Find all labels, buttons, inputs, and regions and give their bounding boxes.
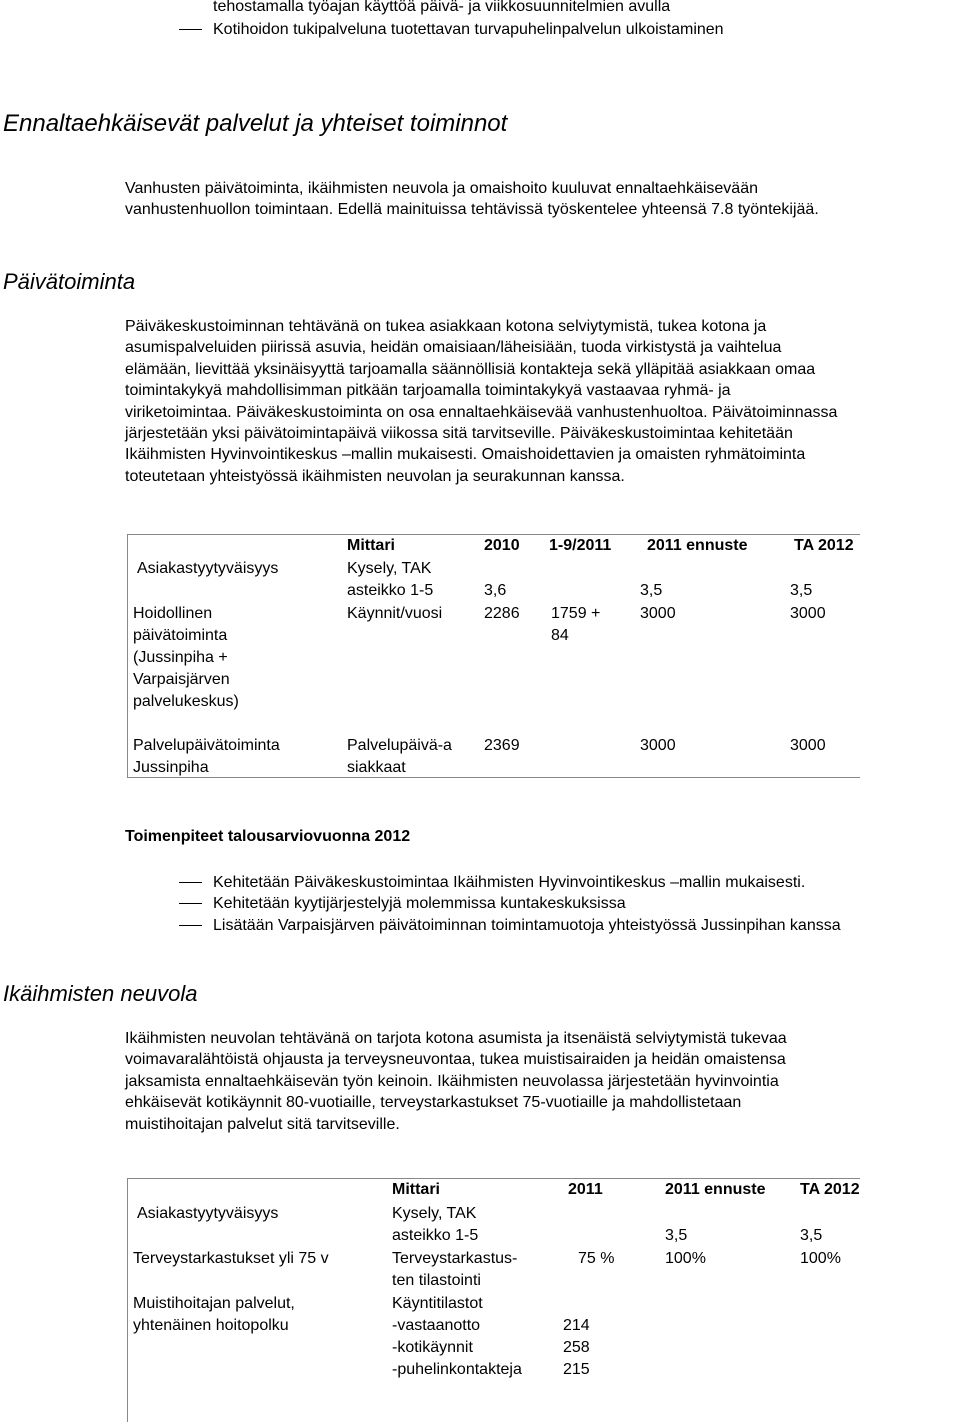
table-row-label: (Jussinpiha + (133, 649, 228, 666)
paragraph-line: Vanhusten päivätoiminta, ikäihmisten neuvola ja omaishoito kuuluvat ennaltaehkäisevään (125, 180, 758, 197)
table-header-cell: 2011 (568, 1181, 603, 1198)
table-cell: 3,5 (665, 1227, 688, 1244)
dash-bullet-icon (179, 903, 202, 904)
table-border (127, 534, 128, 778)
table-cell: 3000 (790, 605, 826, 622)
table-border (127, 777, 860, 778)
paragraph-line: asumispalveluiden piirissä asuvia, heidän omaisiaan/läheisiään, tuoda virkistystä ja vaihtelua (125, 339, 782, 357)
paragraph-line: elämään, lievittää yksinäisyyttä tarjoamalla säännöllisiä kontakteja sekä ylläpitää asiakkaan omaa (125, 360, 816, 378)
table-border (127, 1178, 128, 1422)
table-cell: Terveystarkastus- (392, 1250, 518, 1267)
table-row-label: yhtenäinen hoitopolku (133, 1317, 289, 1334)
list-item-text: Kotihoidon tukipalveluna tuotettavan turvapuhelinpalvelun ulkoistaminen (213, 21, 724, 38)
list-item-text: Kehitetään Päiväkeskustoimintaa Ikäihmisten Hyvinvointikeskus –mallin mukaisesti. (213, 874, 806, 891)
table-header-cell: TA 2012 (800, 1181, 860, 1198)
paivatoiminta-paragraph (125, 316, 837, 487)
list-item-text: Kehitetään kyytijärjestelyjä molemmissa kuntakeskuksissa (213, 895, 626, 912)
table-row-label: päivätoiminta (133, 627, 228, 644)
subsection-title-neuvola: Ikäihmisten neuvola (3, 981, 198, 1006)
table-cell: 75 % (578, 1250, 615, 1267)
table-header-cell: Mittari (347, 537, 395, 554)
table-row-label: Hoidollinen (133, 605, 213, 622)
measure-list-item (213, 893, 626, 914)
table-cell: -kotikäynnit (392, 1339, 473, 1356)
table-cell: 100% (800, 1250, 841, 1267)
table-cell: 3000 (640, 737, 676, 754)
table-cell: 215 (563, 1361, 590, 1378)
table-cell: asteikko 1-5 (392, 1227, 479, 1244)
table-cell: -puhelinkontakteja (392, 1361, 522, 1378)
paragraph-line: vanhustenhuollon toimintaan. Edellä mainituissa tehtävissä työskentelee yhteensä 7.8 työntekijää. (125, 201, 819, 219)
table-cell: 214 (563, 1317, 590, 1334)
paragraph-line: viriketoimintaa. Päiväkeskustoiminta on osa ennaltaehkäisevää vanhustenhuoltoa. Päivätoiminnassa (125, 403, 838, 421)
table-cell: Palvelupäivä-a (347, 737, 452, 754)
table-cell: 3,5 (640, 582, 663, 599)
measure-list-item (213, 872, 805, 893)
paragraph-line: Ikäihmisten Hyvinvointikeskus –mallin mukaisesti. Omaishoidettavien ja omaisten ryhmätoiminta (125, 446, 806, 464)
table-cell: asteikko 1-5 (347, 582, 434, 599)
paragraph-line: jaksamista ennaltaehkäisevän työn keinoin. Ikäihmisten neuvolassa järjestetään hyvinvointia (125, 1072, 779, 1090)
paragraph-line: Päiväkeskustoiminnan tehtävänä on tukea asiakkaan kotona selviytymistä, tukea kotona ja (125, 318, 767, 335)
paragraph-line: muistihoitajan palvelut sitä tarvitseville. (125, 1115, 400, 1133)
table-cell: 100% (665, 1250, 706, 1267)
table-cell: 2286 (484, 605, 520, 622)
neuvola-paragraph (125, 1028, 787, 1135)
table-header-cell: 2011 ennuste (665, 1181, 766, 1198)
section-title: Ennaltaehkäisevät palvelut ja yhteiset toiminnot (3, 110, 508, 137)
table-cell: 1759 + (551, 605, 601, 622)
measure-list-item (213, 915, 841, 936)
table-cell: 3,6 (484, 582, 507, 599)
paragraph-line: toimintakykyä mahdollisimman pitkään tarjoamalla toimintakykyä vastaavaa ryhmä- ja (125, 382, 731, 400)
table-row-label: Muistihoitajan palvelut, (133, 1295, 295, 1312)
table-row-label: Varpaisjärven (133, 671, 230, 688)
table-header-cell: 1-9/2011 (549, 537, 612, 554)
intro-paragraph (125, 178, 819, 221)
dash-bullet-icon (179, 29, 202, 30)
paragraph-line: järjestetään yksi päivätoimintapäivä viikossa sitä tarvitseville. Päiväkeskustoimintaa kehitetään (125, 425, 793, 443)
continuation-line: tehostamalla työajan käyttöä päivä- ja viikkosuunnitelmien avulla (213, 0, 671, 15)
paragraph-line: voimavaralähtöistä ohjausta ja terveysneuvontaa, tukea muistisairaiden ja heidän omaistensa (125, 1051, 786, 1069)
table-header-cell: 2011 ennuste (647, 537, 748, 554)
table-row-label: palvelukeskus) (133, 693, 239, 710)
table-header-cell: 2010 (484, 537, 520, 554)
table-cell: 258 (563, 1339, 590, 1356)
paragraph-line: toteutetaan yhteistyössä ikäihmisten neuvolan ja seurakunnan kanssa. (125, 467, 625, 485)
table-cell: 3000 (640, 605, 676, 622)
dash-bullet-icon (179, 925, 202, 926)
table-cell: 3,5 (800, 1227, 823, 1244)
table-cell: Käyntitilastot (392, 1295, 483, 1312)
table-cell: 3000 (790, 737, 826, 754)
table-row-label: Palvelupäivätoiminta (133, 737, 280, 754)
list-item-text: Lisätään Varpaisjärven päivätoiminnan toimintamuotoja yhteistyössä Jussinpihan kanssa (213, 917, 841, 934)
table-cell: Kysely, TAK (392, 1205, 477, 1222)
table-header-cell: Mittari (392, 1181, 440, 1198)
table-cell: siakkaat (347, 759, 406, 776)
table-row-label: Asiakastyytyväisyys (137, 560, 279, 577)
table-cell: 3,5 (790, 582, 813, 599)
table-cell: 2369 (484, 737, 520, 754)
table-cell: Käynnit/vuosi (347, 605, 443, 622)
measures-title: Toimenpiteet talousarviovuonna 2012 (125, 828, 411, 845)
paragraph-line: ehkäisevät kotikäynnit 80-vuotiaille, terveystarkastukset 75-vuotiaille ja mahdollistetaan (125, 1094, 742, 1112)
table-header-cell: TA 2012 (794, 537, 854, 554)
table-cell: -vastaanotto (392, 1317, 481, 1334)
continuation-list-item (213, 19, 724, 40)
subsection-title-paivatoiminta: Päivätoiminta (3, 269, 136, 294)
table-row-label: Jussinpiha (133, 759, 209, 776)
table-cell: Kysely, TAK (347, 560, 432, 577)
table-cell: ten tilastointi (392, 1272, 481, 1289)
dash-bullet-icon (179, 882, 202, 883)
table-row-label: Asiakastyytyväisyys (137, 1205, 279, 1222)
paragraph-line: Ikäihmisten neuvolan tehtävänä on tarjota kotona asumista ja itsenäistä selviytymistä tukevaa (125, 1030, 787, 1047)
table-cell: 84 (551, 627, 569, 644)
table-row-label: Terveystarkastukset yli 75 v (133, 1250, 329, 1267)
